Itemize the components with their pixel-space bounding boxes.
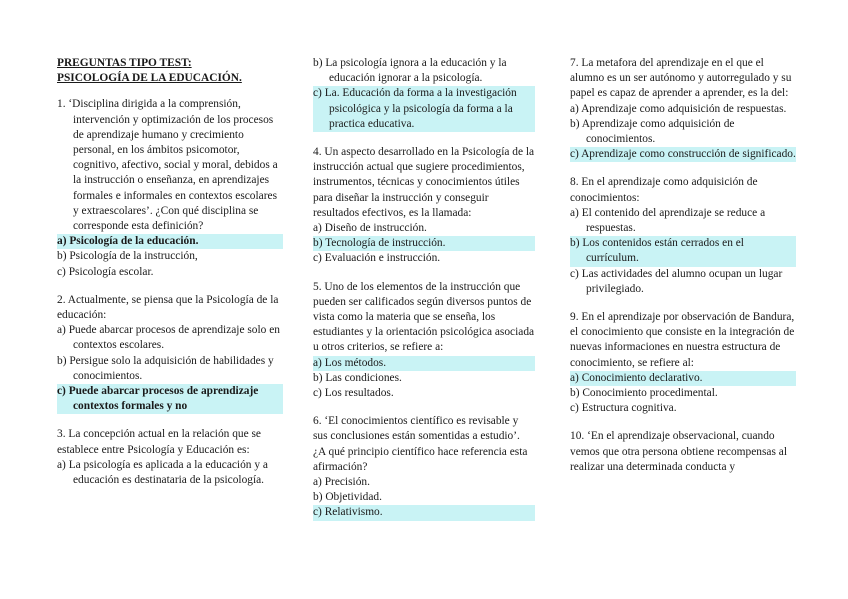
question-9-stem: 9. En el aprendizaje por observación de Bandura, el conocimiento que consiste en la integración de nuevas informaciones en nuestra estructura de conocimiento, se refiere al: — [570, 311, 795, 369]
question-10 — [570, 429, 796, 475]
question-7-option-a: a) Aprendizaje como adquisición de respuestas. — [570, 102, 787, 115]
question-3 — [57, 427, 283, 488]
question-4-stem: 4. Un aspecto desarrollado en la Psicología de la instrucción actual que sugiere procedimientos, instrumentos, técnicas y conocimientos útiles para diseñar la instrucción y conseguir resultados efectivos, es la llamada: — [313, 146, 535, 219]
column-3 — [570, 56, 796, 488]
column-2 — [313, 56, 535, 534]
question-5-option-a: a) Los métodos. — [313, 356, 535, 371]
question-9-option-c: c) Estructura cognitiva. — [570, 402, 677, 415]
question-3-stem: 3. La concepción actual en la relación que se establece entre Psicología y Educación es: — [57, 428, 261, 456]
question-8 — [570, 175, 796, 297]
question-2 — [57, 293, 283, 415]
question-7-option-b: b) Aprendizaje como adquisición de conocimientos. — [570, 117, 735, 146]
question-4-option-a: a) Diseño de instrucción. — [313, 222, 427, 235]
question-3-option-c: c) La. Educación da forma a la investigación psicológica y la psicología da forma a la practica educativa. — [313, 86, 535, 132]
question-1-option-b: b) Psicología de la instrucción, — [57, 250, 198, 263]
question-9-option-b: b) Conocimiento procedimental. — [570, 387, 718, 400]
question-1-option-a: a) Psicología de la educación. — [57, 234, 283, 249]
question-2-option-b: b) Persigue solo la adquisición de habilidades y conocimientos. — [57, 354, 274, 382]
question-5 — [313, 280, 535, 402]
question-2-option-a: a) Puede abarcar procesos de aprendizaje solo en contextos escolares. — [57, 324, 280, 352]
question-9-option-a: a) Conocimiento declarativo. — [570, 371, 796, 386]
title-line-1: PREGUNTAS TIPO TEST: — [57, 57, 192, 69]
question-1-stem: 1. ‘Disciplina dirigida a la comprensión, intervención y optimización de los procesos de aprendizaje humano y crecimiento personal, en los ámbitos psicomotor, cognitivo, afectivo, social y moral, debidos a la instrucción o enseñanza, en aprendizajes formales e informales en contextos escolares y extraescolares’. ¿Con qué disciplina se corresponde esta definición? — [57, 98, 278, 233]
column-1 — [57, 56, 283, 501]
title-line-2: PSICOLOGÍA DE LA EDUCACIÓN. — [57, 72, 242, 85]
question-4-option-b: b) Tecnología de instrucción. — [313, 236, 535, 251]
question-2-stem: 2. Actualmente, se piensa que la Psicología de la educación: — [57, 293, 279, 322]
question-8-stem: 8. En el aprendizaje como adquisición de conocimientos: — [570, 176, 758, 204]
question-5-stem: 5. Uno de los elementos de la instrucción que pueden ser calificados según diversos puntos de vista como la materia que se enseña, los estudiantes y la orientación psicológica asociada u otros criterios, se refiere a: — [313, 280, 535, 354]
question-10-stem: 10. ‘En el aprendizaje observacional, cuando vemos que otra persona obtiene recompensas al realizar una determinada conducta y — [570, 430, 787, 473]
question-4-option-c: c) Evaluación e instrucción. — [313, 252, 441, 265]
question-8-option-c: c) Las actividades del alumno ocupan un lugar privilegiado. — [570, 267, 783, 295]
question-3-option-a: a) La psicología es aplicada a la educación y a educación es destinataria de la psicología. — [57, 458, 268, 487]
question-1 — [57, 97, 283, 279]
question-7-option-c: c) Aprendizaje como construcción de significado. — [570, 147, 796, 162]
document-title — [57, 56, 283, 86]
question-7 — [570, 56, 796, 162]
question-5-option-b: b) Las condiciones. — [313, 371, 402, 384]
question-8-option-b: b) Los contenidos están cerrados en el currículum. — [570, 236, 796, 266]
question-6-option-a: a) Precisión. — [313, 476, 370, 489]
question-7-stem: 7. La metafora del aprendizaje en el que el alumno es un ser autónomo y autorregulado y su papel es capaz de aprender a aprender, es la del: — [570, 57, 792, 100]
question-2-option-c: c) Puede abarcar procesos de aprendizaje contextos formales y no — [57, 384, 283, 414]
question-5-option-c: c) Los resultados. — [313, 387, 394, 400]
question-3-option-b: b) La psicología ignora a la educación y la educación ignorar a la psicología. — [313, 57, 507, 85]
question-4 — [313, 145, 535, 267]
question-6-option-b: b) Objetividad. — [313, 491, 382, 504]
question-1-option-c: c) Psicología escolar. — [57, 265, 154, 278]
question-6-stem: 6. ‘El conocimientos científico es revisable y sus conclusiones están somentidas a estudio’. ¿A qué principio científico hace referencia esta afirmación? — [313, 415, 528, 473]
question-8-option-a: a) El contenido del aprendizaje se reduce a respuestas. — [570, 206, 766, 235]
question-6 — [313, 414, 535, 520]
question-6-option-c: c) Relativismo. — [313, 505, 535, 520]
question-9 — [570, 310, 796, 416]
question-3-continued — [313, 56, 535, 132]
